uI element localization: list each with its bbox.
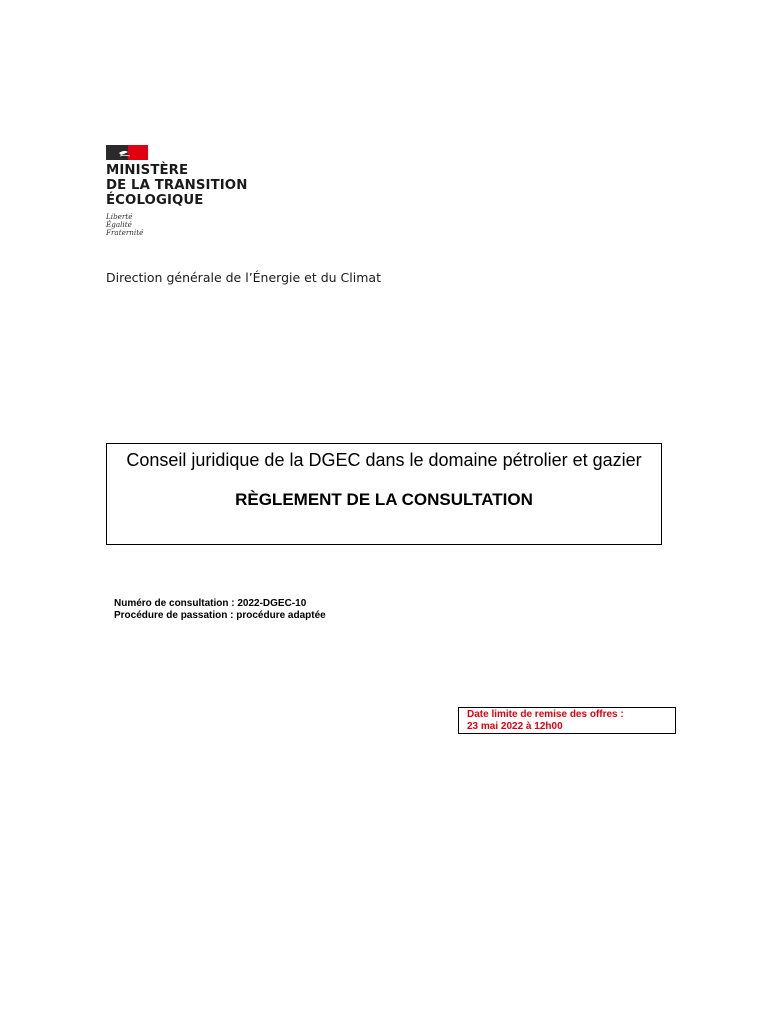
ministry-name-line: DE LA TRANSITION xyxy=(106,178,248,194)
deadline-box xyxy=(458,707,676,734)
consultation-info xyxy=(114,598,326,622)
document-subtitle: RÈGLEMENT DE LA CONSULTATION xyxy=(235,490,533,509)
ministry-name-line: ÉCOLOGIQUE xyxy=(106,193,204,209)
consultation-number: Numéro de consultation : 2022-DGEC-10 xyxy=(114,598,307,609)
title-box xyxy=(106,443,662,545)
marianne-profile-icon xyxy=(118,147,132,158)
procedure-type: Procédure de passation : procédure adaptée xyxy=(114,610,326,621)
republic-motto xyxy=(106,213,286,238)
deadline-label: Date limite de remise des offres : xyxy=(467,709,624,720)
republic-flag-icon xyxy=(106,145,148,160)
direction-name: Direction générale de l’Énergie et du Climat xyxy=(106,270,381,285)
document-title: Conseil juridique de la DGEC dans le domaine pétrolier et gazier xyxy=(126,450,642,470)
motto-line: Fraternité xyxy=(106,228,144,238)
motto-line: Égalité xyxy=(106,220,132,230)
deadline-date: 23 mai 2022 à 12h00 xyxy=(467,721,563,732)
motto-line: Liberté xyxy=(106,211,133,221)
ministry-name xyxy=(106,163,286,209)
ministry-logo xyxy=(106,145,286,238)
ministry-name-line: MINISTÈRE xyxy=(106,163,189,178)
